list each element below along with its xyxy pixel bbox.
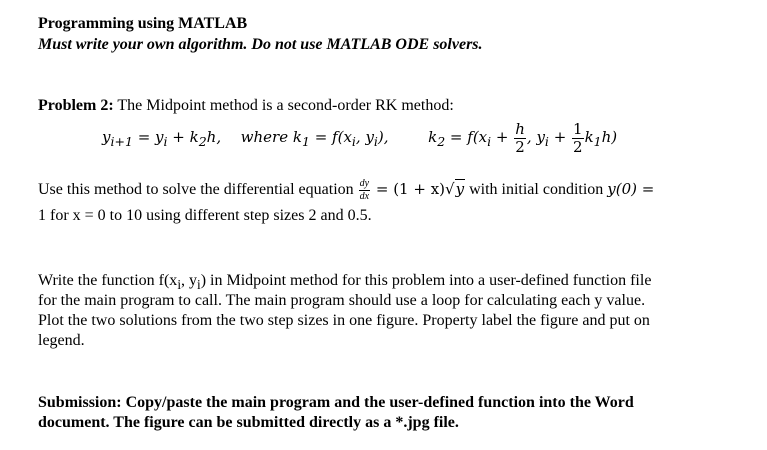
formula-k2-close: h) xyxy=(601,128,618,146)
dx-den: dx xyxy=(359,190,370,202)
range-line: 1 for x = 0 to 10 using different step sizes 2 and 0.5. xyxy=(38,207,372,224)
formula-eq1: = y xyxy=(132,128,164,146)
dy-dx-fraction xyxy=(359,179,370,202)
formula-k1-rhs: = f(x xyxy=(309,128,352,146)
p2-line1-mid: , y xyxy=(181,272,198,289)
sqrt-y: y xyxy=(455,180,465,198)
formula-k2-xi-sub: i xyxy=(487,134,492,149)
p2-line1-end: ) in Midpoint method for this problem into a user-defined function file xyxy=(200,272,652,289)
formula-k1-close: ), xyxy=(377,128,389,146)
formula-k2-rhs: = f(x xyxy=(445,128,488,146)
fraction-h-num: h xyxy=(515,119,525,138)
dy-num: dy xyxy=(359,177,370,189)
formula-k2-yi-sub: i xyxy=(544,134,549,149)
problem-label: Problem 2: xyxy=(38,97,114,114)
header-title: Programming using MATLAB xyxy=(38,15,248,32)
submission-line2: document. The figure can be submitted directly as a *.jpg file. xyxy=(38,414,459,431)
formula-yi1-sub: i+1 xyxy=(110,134,133,149)
fraction-1-num: 1 xyxy=(573,119,583,138)
formula-h: h, xyxy=(206,128,222,146)
formula-k1-yi-sub: i xyxy=(373,134,378,149)
formula-k2-comma: , y xyxy=(526,128,545,146)
paragraph2-line4: legend. xyxy=(38,332,85,349)
midpoint-formula xyxy=(102,118,617,156)
formula-k1-xi-sub: i xyxy=(351,134,356,149)
formula-k2-k1-sub: 1 xyxy=(593,134,602,149)
formula-eq1-sub: i xyxy=(163,134,168,149)
fraction-1-den: 2 xyxy=(573,137,583,156)
p2-line1-sub2: i xyxy=(197,277,201,293)
use-method-text: Use this method to solve the differential equation xyxy=(38,181,358,198)
formula-k1: k xyxy=(292,128,302,146)
formula-yi1: y xyxy=(102,128,111,146)
p2-line1-start: Write the function f(x xyxy=(38,272,178,289)
ode-line: Use this method to solve the differential equation $\frac{dy}{dx}$ = (1 + x)√y with initial condition y(0) = xyxy=(38,177,655,202)
formula-k2: k xyxy=(428,128,438,146)
fraction-h-den: 2 xyxy=(515,137,525,156)
submission-line1: Submission: Copy/paste the main program and the user-defined function into the Word xyxy=(38,394,634,411)
ode-rhs: = (1 + x) xyxy=(371,180,446,198)
ic-text: with initial condition xyxy=(465,181,608,198)
formula-k2-plus: + xyxy=(491,128,514,146)
ic-math: y(0) = xyxy=(607,180,655,198)
formula-k2-sub: 2 xyxy=(198,134,207,149)
fraction-h-over-2 xyxy=(514,119,526,156)
header-instruction: Must write your own algorithm. Do not use MATLAB ODE solvers. xyxy=(38,36,483,53)
formula-k2-def-sub: 2 xyxy=(437,134,446,149)
formula-k1-comma: , y xyxy=(355,128,374,146)
fraction-1-over-2 xyxy=(572,119,584,156)
p2-line1-sub1: i xyxy=(177,277,182,293)
formula-plus-k2: + k xyxy=(167,128,199,146)
formula-k2-k1: k xyxy=(584,128,594,146)
formula-k1-sub: 1 xyxy=(301,134,310,149)
paragraph2-line3: Plot the two solutions from the two step sizes in one figure. Property label the figure and put on xyxy=(38,312,650,329)
formula-k2-plus2: + xyxy=(548,128,572,146)
paragraph2-line2: for the main program to call. The main program should use a loop for calculating each y value. xyxy=(38,292,646,309)
problem-intro: The Midpoint method is a second-order RK method: xyxy=(117,97,454,114)
formula-where: where xyxy=(240,128,289,146)
problem-intro-line xyxy=(38,96,454,115)
